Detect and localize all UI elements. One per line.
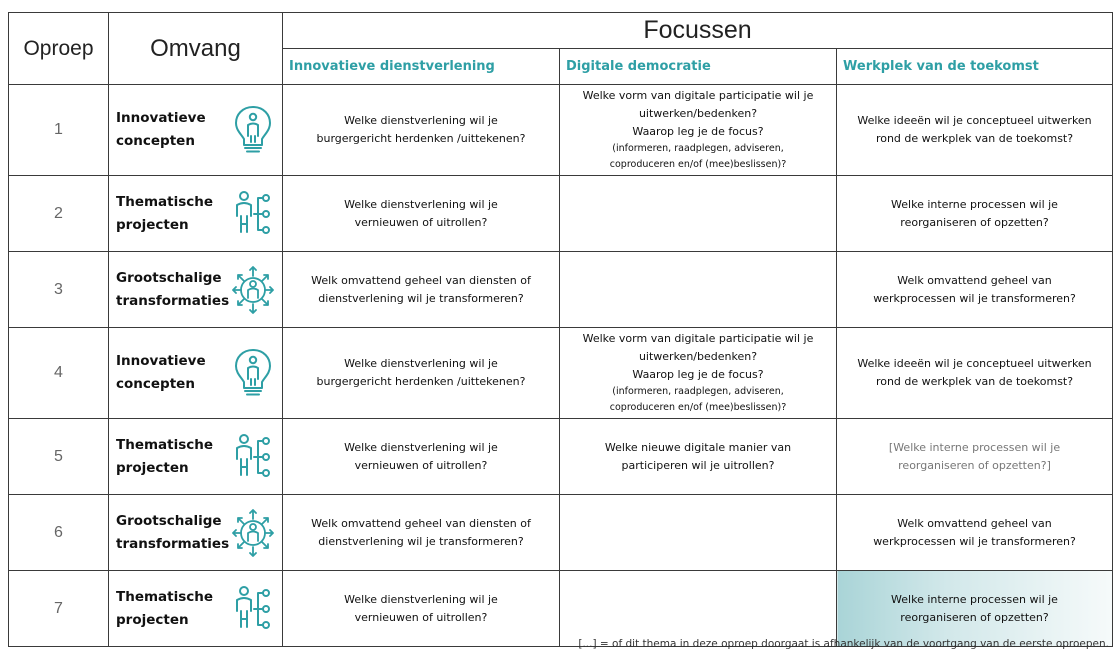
question-line: burgergericht herdenken /uittekenen? [316, 375, 526, 388]
question-line: uitwerken/bedenken? [638, 350, 758, 363]
question-cell-digitale-democratie [560, 176, 837, 252]
omvang-cell [109, 85, 283, 176]
question-line: dienstverlening wil je transformeren? [318, 534, 524, 548]
focus-column-werkplek-van-de-toekomst: Werkplek van de toekomst [837, 49, 1113, 85]
question-cell-werkplek-van-de-toekomst [837, 571, 1113, 647]
question-detail-line: coproduceren en/of (mee)beslissen)? [609, 159, 787, 170]
question-line: Welke interne processen wil je [891, 592, 1058, 606]
question-line: Welke dienstverlening wil je [344, 357, 498, 370]
omvang-cell [109, 176, 283, 252]
oproep-number: 6 [9, 495, 109, 571]
omvang-cell [109, 328, 283, 419]
omvang-cell [109, 571, 283, 647]
question-line: uitwerken/bedenken? [638, 107, 758, 120]
omvang-label: Innovatieve concepten [116, 110, 206, 149]
focus-column-digitale-democratie: Digitale democratie [560, 49, 837, 85]
question-cell-digitale-democratie [560, 571, 837, 647]
question-line: reorganiseren of opzetten?] [898, 458, 1051, 472]
table-row [9, 176, 1113, 252]
question-line: vernieuwen of uitrollen? [354, 215, 488, 229]
question-cell-digitale-democratie [560, 252, 837, 328]
question-cell-digitale-democratie [560, 85, 837, 176]
table-row [9, 328, 1113, 419]
question-line: Welke nieuwe digitale manier van [604, 440, 792, 454]
person-arrows-icon [232, 507, 274, 559]
question-cell-innovatieve-dienstverlening [283, 419, 560, 495]
table-row [9, 252, 1113, 328]
question-cell-digitale-democratie [560, 419, 837, 495]
question-cell-innovatieve-dienstverlening [283, 328, 560, 419]
question-line: Waarop leg je de focus? [632, 125, 764, 138]
question-cell-werkplek-van-de-toekomst [837, 85, 1113, 176]
footnote: [...] = of dit thema in deze oproep doorgaat is afhankelijk van de voortgang van de eerste oproepen. [578, 638, 1109, 650]
table-row [9, 571, 1113, 647]
oproep-number: 1 [9, 85, 109, 176]
header-omvang: Omvang [109, 13, 283, 85]
omvang-label: Grootschalige transformaties [116, 269, 230, 309]
person-arrows-icon [232, 264, 274, 316]
question-line: Welke dienstverlening wil je [344, 197, 498, 211]
omvang-cell [109, 495, 283, 571]
question-cell-werkplek-van-de-toekomst [837, 495, 1113, 571]
question-line: Welk omvattend geheel van [897, 273, 1052, 287]
question-line: Welk omvattend geheel van diensten of [311, 273, 531, 287]
header-focussen: Focussen [283, 13, 1113, 49]
question-line: werkprocessen wil je transformeren? [873, 291, 1076, 305]
lightbulb-person-icon [232, 104, 274, 156]
question-line: Welke vorm van digitale participatie wil je [582, 89, 814, 102]
question-cell-innovatieve-dienstverlening [283, 495, 560, 571]
question-line: reorganiseren of opzetten? [900, 215, 1049, 229]
focus-column-innovatieve-dienstverlening: Innovatieve dienstverlening [283, 49, 560, 85]
question-line: Waarop leg je de focus? [632, 368, 764, 381]
oproep-number: 5 [9, 419, 109, 495]
focus-table [8, 12, 1113, 647]
omvang-label: Innovatieve concepten [116, 353, 206, 392]
question-cell-werkplek-van-de-toekomst [837, 176, 1113, 252]
question-line: Welke dienstverlening wil je [344, 592, 498, 606]
omvang-label: Thematische projecten [116, 588, 214, 628]
question-line: participeren wil je uitrollen? [621, 458, 775, 472]
header-oproep: Oproep [9, 13, 109, 85]
question-line: Welk omvattend geheel van [897, 516, 1052, 530]
person-network-icon [232, 431, 274, 483]
question-cell-innovatieve-dienstverlening [283, 252, 560, 328]
question-line: dienstverlening wil je transformeren? [318, 291, 524, 305]
table-row [9, 419, 1113, 495]
question-detail-line: coproduceren en/of (mee)beslissen)? [609, 402, 787, 413]
question-line: Welke dienstverlening wil je [344, 440, 498, 454]
question-line: vernieuwen of uitrollen? [354, 610, 488, 624]
omvang-cell [109, 419, 283, 495]
lightbulb-person-icon [232, 347, 274, 399]
oproep-number: 7 [9, 571, 109, 647]
question-line: burgergericht herdenken /uittekenen? [316, 132, 526, 145]
question-line: Welke vorm van digitale participatie wil je [582, 332, 814, 345]
question-cell-werkplek-van-de-toekomst [837, 419, 1113, 495]
question-cell-werkplek-van-de-toekomst [837, 252, 1113, 328]
question-line: [Welke interne processen wil je [888, 440, 1061, 454]
omvang-label: Thematische projecten [116, 436, 214, 476]
question-cell-innovatieve-dienstverlening [283, 176, 560, 252]
omvang-label: Grootschalige transformaties [116, 512, 230, 552]
question-line: Welke dienstverlening wil je [344, 114, 498, 127]
question-line: werkprocessen wil je transformeren? [873, 534, 1076, 548]
question-cell-innovatieve-dienstverlening [283, 571, 560, 647]
oproep-number: 2 [9, 176, 109, 252]
table-row [9, 495, 1113, 571]
question-line: vernieuwen of uitrollen? [354, 458, 488, 472]
omvang-cell [109, 252, 283, 328]
question-cell-innovatieve-dienstverlening [283, 85, 560, 176]
omvang-label: Thematische projecten [116, 193, 214, 233]
question-cell-digitale-democratie [560, 495, 837, 571]
question-line: Welk omvattend geheel van diensten of [311, 516, 531, 530]
question-line: Welke ideeën wil je conceptueel uitwerken [857, 357, 1092, 370]
question-line: Welke interne processen wil je [891, 197, 1058, 211]
question-detail-line: (informeren, raadplegen, adviseren, [612, 143, 784, 154]
question-detail-line: (informeren, raadplegen, adviseren, [612, 386, 784, 397]
question-line: Welke ideeën wil je conceptueel uitwerken [857, 114, 1092, 127]
person-network-icon [232, 188, 274, 240]
question-line: rond de werkplek van de toekomst? [875, 375, 1074, 388]
question-cell-werkplek-van-de-toekomst [837, 328, 1113, 419]
table-row [9, 85, 1113, 176]
question-line: rond de werkplek van de toekomst? [875, 132, 1074, 145]
question-line: reorganiseren of opzetten? [900, 610, 1049, 624]
person-network-icon [232, 583, 274, 635]
oproep-number: 4 [9, 328, 109, 419]
oproep-number: 3 [9, 252, 109, 328]
question-cell-digitale-democratie [560, 328, 837, 419]
